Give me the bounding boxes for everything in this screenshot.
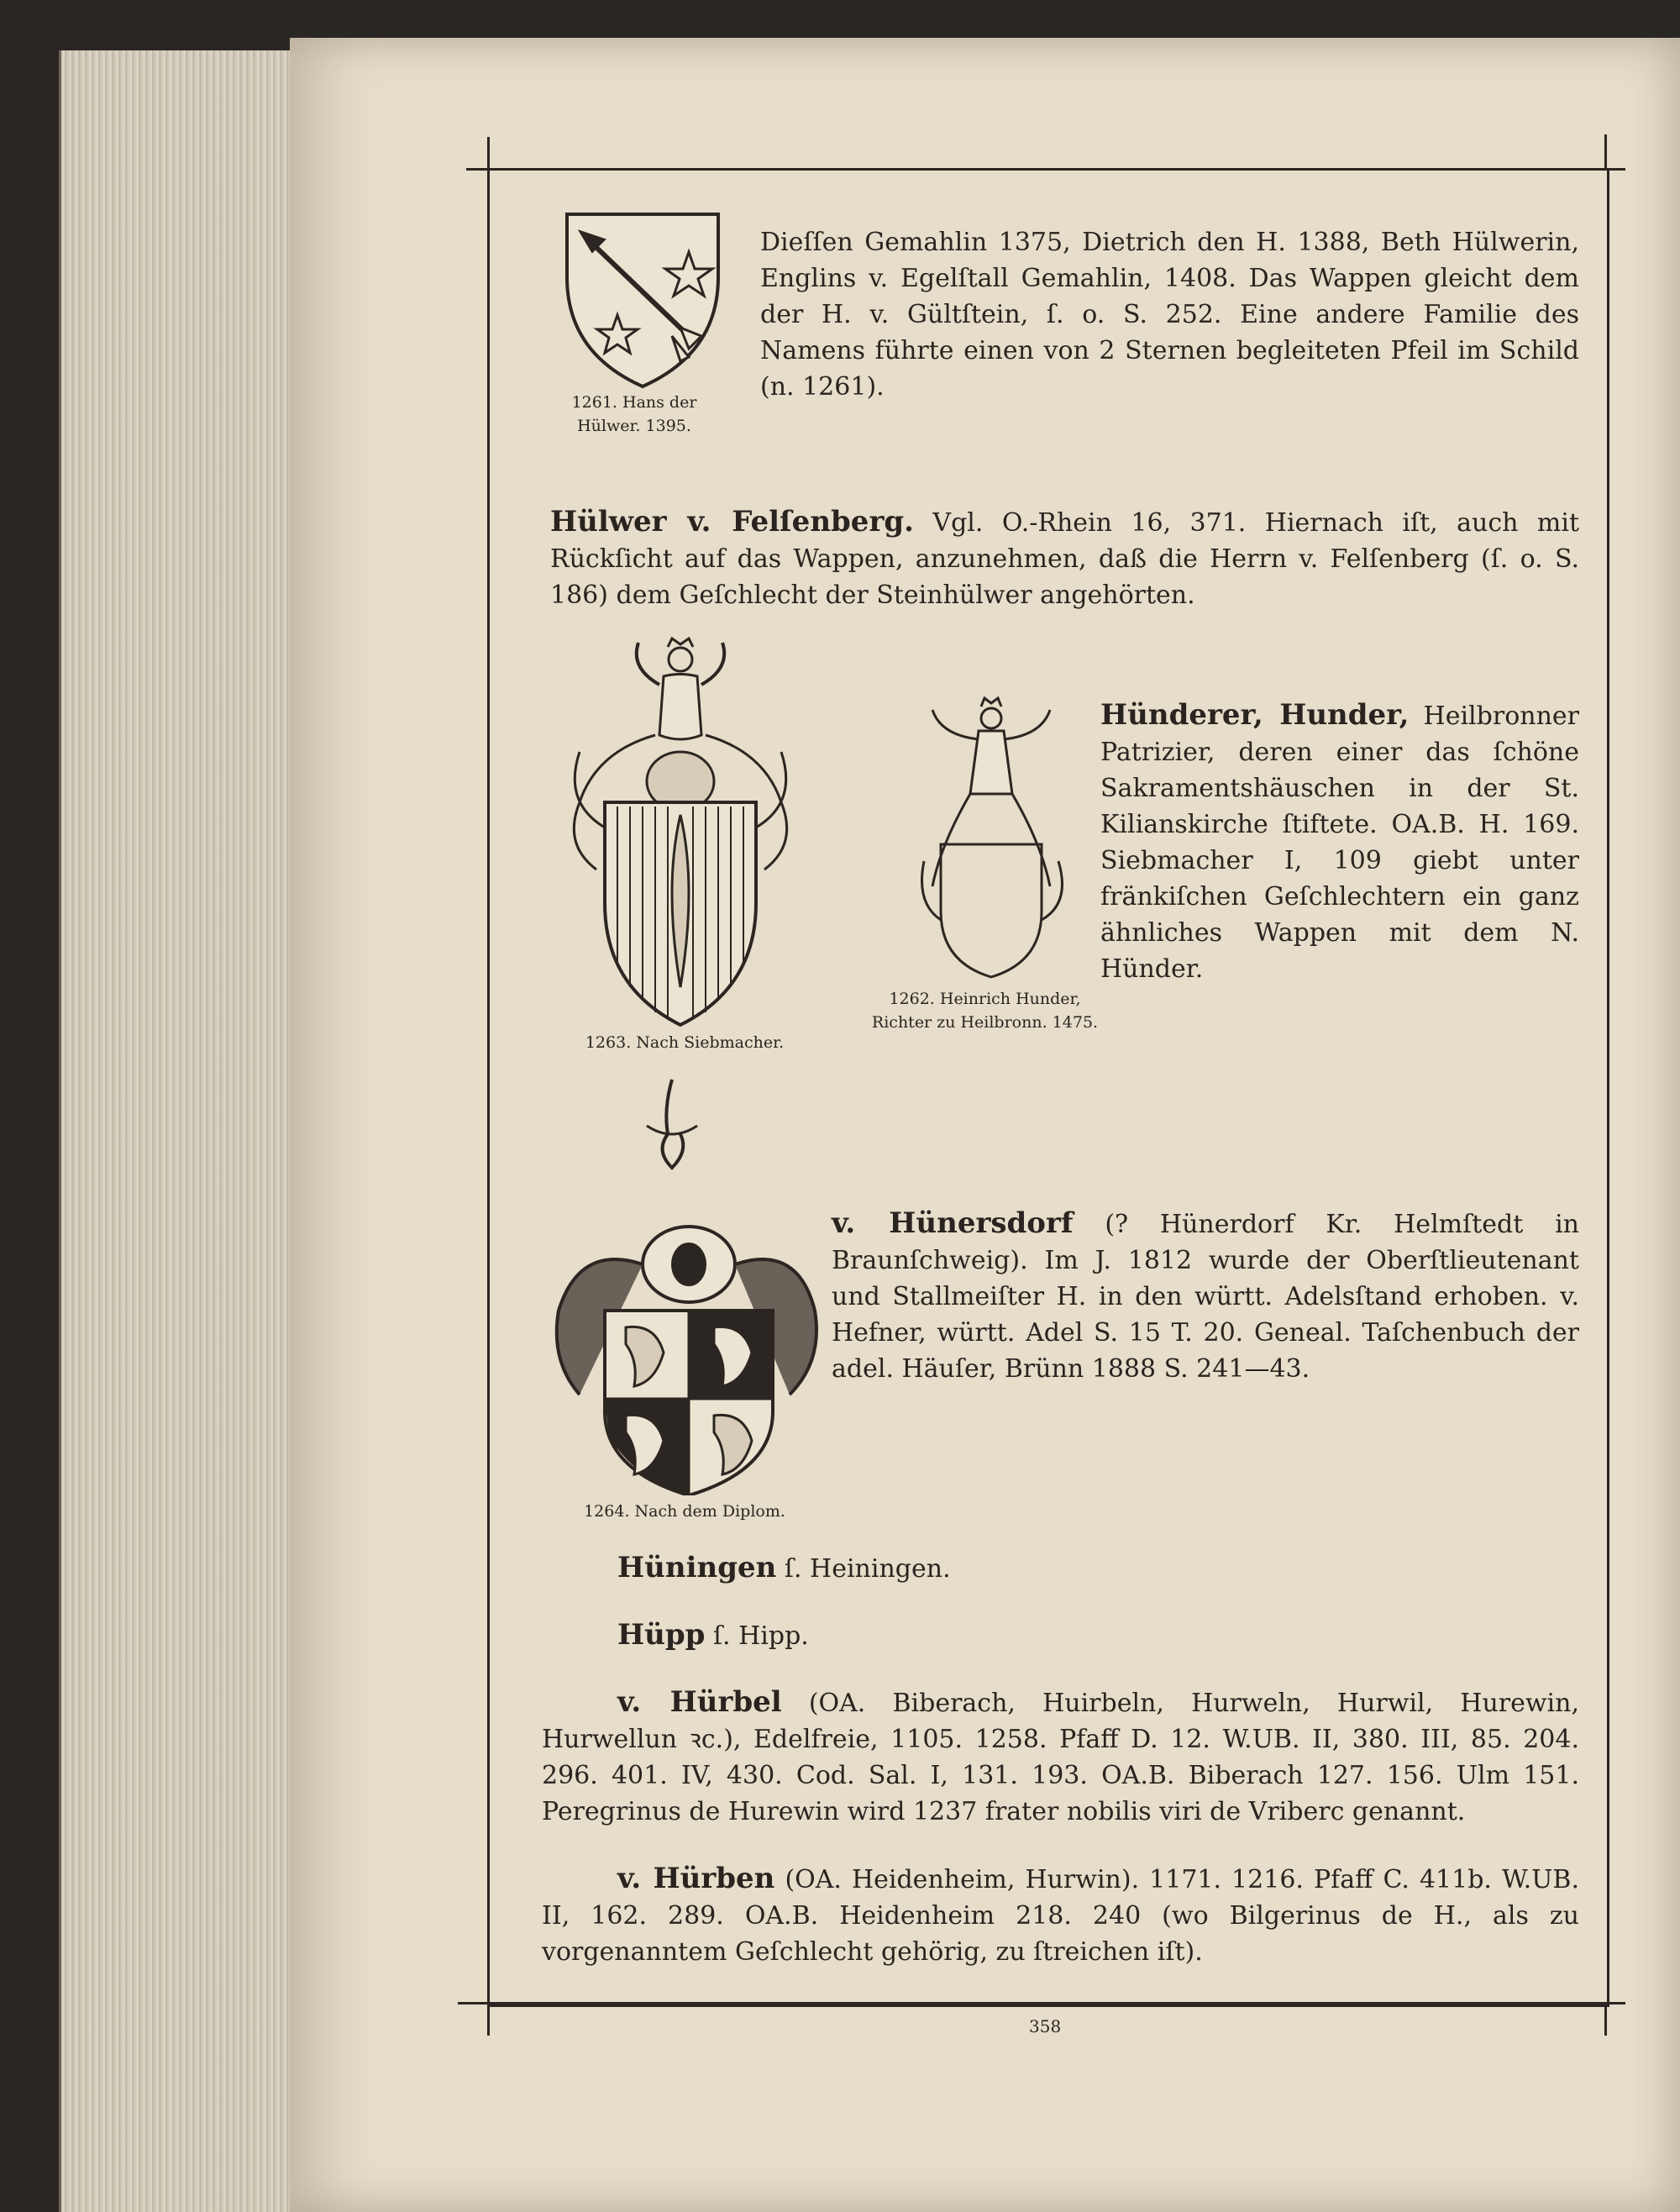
entry-body: ſ. Hipp.	[712, 1621, 809, 1651]
coat-of-arms-1261	[563, 210, 722, 391]
entry-v-huerbel	[542, 1684, 1579, 1830]
entry-hans-der-huelwer-text: Dieſſen Gemahlin 1375, Dietrich den H. 1388, Beth Hülwerin, Englins v. Egelſtall Gemahlin, 1408. Das Wappen gleicht dem der H. v. Gültſtein, ſ. o. S. 252. Eine andere Familie des Namens führte einen von 2 Sternen begleiteten Pfeil im Schild (n. 1261).	[760, 228, 1579, 402]
entry-heading: v. Hürbel	[617, 1685, 782, 1719]
entry-body: Heilbronner Patrizier, deren einer das ſchöne Sakramentshäuschen in der St. Kilianskirche ſtiftete. OA.B. H. 169. Siebmacher I, 109 giebt unter fränkiſchen Geſchlechtern ein ganz ähnliches Wappen mit dem N. Hünder.	[1100, 701, 1579, 984]
entry-v-huerben	[542, 1861, 1579, 1970]
book-page	[290, 38, 1680, 2212]
caption-1261: 1261. Hans der Hülwer. 1395.	[571, 393, 697, 435]
book-page-edges	[59, 50, 305, 2212]
entry-heading: Hüningen	[617, 1551, 777, 1584]
entry-heading: Hüpp	[617, 1618, 706, 1652]
caption-1262: 1262. Heinrich Hunder, Richter zu Heilbronn. 1475.	[871, 990, 1099, 1032]
entry-huepp	[617, 1617, 1579, 1654]
frame-bottom-rule	[458, 2002, 1625, 2004]
entry-hueningen	[617, 1550, 1579, 1587]
frame-left-tick-bottom	[487, 2002, 490, 2036]
entry-body: ſ. Heiningen.	[784, 1554, 951, 1584]
entry-v-huenersdorf	[832, 1206, 1579, 1387]
caption-1264: 1264. Nach dem Diplom.	[584, 1502, 785, 1521]
frame-right-tick-bottom	[1604, 2002, 1607, 2036]
coat-of-arms-1264	[546, 1075, 823, 1495]
frame-right-tick-top	[1604, 134, 1607, 168]
entry-huenderer-hunder	[1100, 697, 1579, 987]
coat-of-arms-1263	[546, 634, 823, 1029]
entry-heading: Hünderer, Hunder,	[1100, 698, 1410, 732]
entry-body: (OA. Heidenheim, Hurwin). 1171. 1216. Pfaff C. 411b. W.UB. II, 162. 289. OA.B. Heidenheim 218. 240 (wo Bilgerinus de H., als zu vorgenanntem Geſchlecht gehörig, zu ſtreichen iſt).	[542, 1865, 1579, 1967]
frame-left-tick-top	[487, 137, 490, 171]
entry-body: (OA. Biberach, Huirbeln, Hurweln, Hurwil, Hurewin, Hurwellun ꝛc.), Edelfreie, 1105. 1258. Pfaff D. 12. W.UB. II, 380. III, 85. 204. 296. 401. IV, 430. Cod. Sal. I, 131. 193. OA.B. Biberach 127. 156. Ulm 151. Peregrinus de Hurewin wird 1237 frater nobilis viri de Vriberc genannt.	[542, 1689, 1579, 1826]
entry-body: Vgl. O.-Rhein 16, 371. Hiernach iſt, auch mit Rückſicht auf das Wappen, anzunehmen, daß die Herrn v. Felſenberg (ſ. o. S. 186) dem Geſchlecht der Steinhülwer angehörten.	[550, 508, 1580, 610]
coat-of-arms-1262	[907, 693, 1075, 979]
page-number: 358	[1029, 2016, 1062, 2036]
entry-heading: v. Hünersdorf	[832, 1206, 1074, 1240]
frame-top-rule	[466, 168, 1625, 171]
entry-heading: v. Hürben	[617, 1862, 775, 1895]
caption-1263: 1263. Nach Siebmacher.	[585, 1033, 785, 1052]
entry-huelwer-v-felsenberg	[550, 504, 1579, 613]
entry-body: (? Hünerdorf Kr. Helmſtedt in Braunſchweig). Im J. 1812 wurde der Oberſtlieutenant und Stallmeiſter H. in den württ. Adelsſtand erhoben. v. Hefner, württ. Adel S. 15 T. 20. Geneal. Taſchenbuch der adel. Häuſer, Brünn 1888 S. 241—43.	[832, 1210, 1579, 1384]
entry-heading: Hülwer v. Felſenberg.	[550, 505, 914, 539]
